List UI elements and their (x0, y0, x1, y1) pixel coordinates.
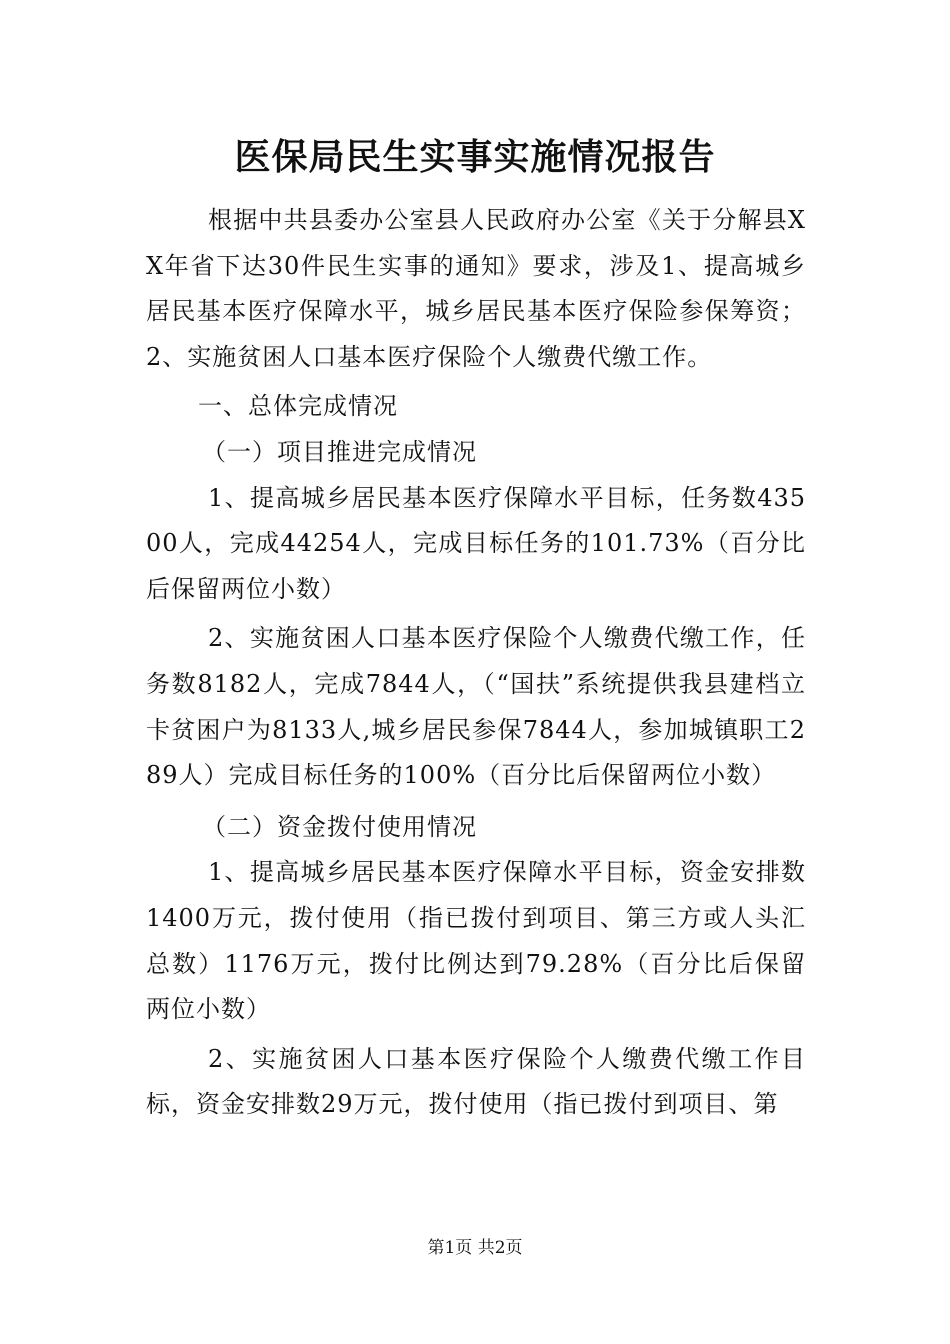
progress-item-1: 1、提高城乡居民基本医疗保障水平目标，任务数43500人，完成44254人，完成目标任务的101.73%（百分比后保留两位小数） (146, 483, 806, 603)
document-body (146, 198, 806, 1128)
page-footer: 第1页 共2页 (427, 1238, 523, 1258)
progress-item-2: 2、实施贫困人口基本医疗保险个人缴费代缴工作，任务数8182人，完成7844人，（“国扶”系统提供我县建档立卡贫困户为8133人,城乡居民参保7844人，参加城镇职工289人）完成目标任务的100%（百分比后保留两位小数） (146, 624, 806, 790)
intro-paragraph: 根据中共县委办公室县人民政府办公室《关于分解县XX年省下达30件民生实事的通知》要求，涉及1、提高城乡居民基本医疗保障水平，城乡居民基本医疗保险参保筹资；2、实施贫困人口基本医疗保险个人缴费代缴工作。 (146, 206, 806, 371)
subsection-heading-progress: （一）项目推进完成情况 (202, 437, 477, 466)
funds-item-2: 2、实施贫困人口基本医疗保险个人缴费代缴工作目标，资金安排数29万元，拨付使用（指已拨付到项目、第 (146, 1044, 806, 1119)
subsection-heading-funds: （二）资金拨付使用情况 (202, 812, 477, 841)
funds-item-1: 1、提高城乡居民基本医疗保障水平目标，资金安排数1400万元，拨付使用（指已拨付到项目、第三方或人头汇总数）1176万元，拨付比例达到79.28%（百分比后保留两位小数） (146, 858, 806, 1024)
section-heading-overall: 一、总体完成情况 (198, 392, 398, 421)
document-title: 医保局民生实事实施情况报告 (234, 136, 716, 178)
